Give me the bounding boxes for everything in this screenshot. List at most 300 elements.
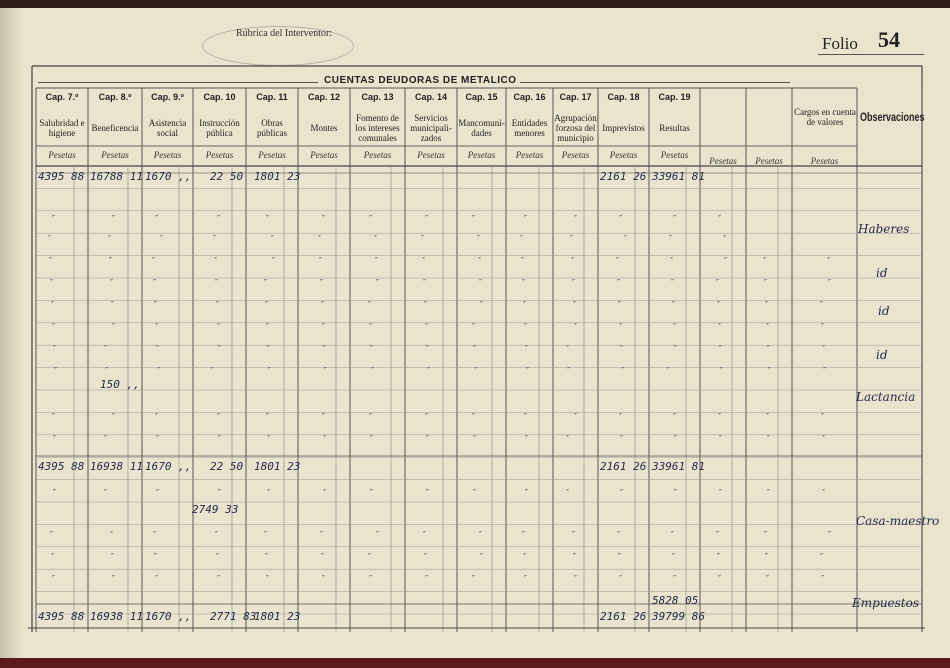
column-cap: Cap. 7.º <box>45 92 79 102</box>
ditto-mark: ″ <box>105 366 108 375</box>
column-description: Instrucción pública <box>199 117 240 138</box>
ditto-mark: ″ <box>217 322 220 331</box>
row1-amount: 1801 23 <box>254 170 301 183</box>
subtotal-amount: 2161 26 <box>600 460 647 473</box>
ditto-mark: ″ <box>323 344 326 353</box>
ditto-mark: ″ <box>422 256 425 265</box>
ditto-mark: ″ <box>421 234 424 243</box>
ditto-mark: ″ <box>426 344 429 353</box>
ditto-mark: ″ <box>426 434 429 443</box>
ditto-mark: ″ <box>369 574 372 583</box>
ditto-mark: ″ <box>673 574 676 583</box>
column-cap: Cap. 11 <box>256 92 288 102</box>
ditto-mark: ″ <box>272 256 275 265</box>
ditto-mark: ″ <box>156 344 159 353</box>
column-description: Imprevistos <box>602 122 645 133</box>
ditto-mark: ″ <box>155 214 158 223</box>
column-unit: Pesetas <box>310 150 338 160</box>
ditto-mark: ″ <box>573 552 576 561</box>
ditto-mark: ″ <box>718 214 721 223</box>
ditto-mark: ″ <box>104 434 107 443</box>
observacion-note: id <box>876 348 888 362</box>
ditto-mark: ″ <box>524 574 527 583</box>
table-title: CUENTAS DEUDORAS DE METALICO <box>324 75 517 86</box>
ditto-mark: ″ <box>821 412 824 421</box>
ditto-mark: ″ <box>318 234 321 243</box>
ditto-mark: ″ <box>266 322 269 331</box>
column-cap: Cap. 15 <box>465 92 498 102</box>
title-rule-right <box>520 82 790 83</box>
ditto-mark: ″ <box>375 256 378 265</box>
ditto-mark: ″ <box>322 322 325 331</box>
ditto-mark: ″ <box>153 278 156 287</box>
ditto-mark: ″ <box>620 344 623 353</box>
ditto-mark: ″ <box>521 256 524 265</box>
ditto-mark: ″ <box>766 412 769 421</box>
column-description: Agrupación forzosa del municipio <box>554 112 597 143</box>
ditto-mark: ″ <box>673 322 676 331</box>
ditto-mark: ″ <box>53 434 56 443</box>
ditto-mark: ″ <box>371 366 374 375</box>
ditto-mark: ″ <box>264 278 267 287</box>
ditto-mark: ″ <box>616 256 619 265</box>
ditto-mark: ″ <box>217 574 220 583</box>
ditto-mark: ″ <box>524 214 527 223</box>
ditto-mark: ″ <box>52 214 55 223</box>
ditto-mark: ″ <box>566 344 569 353</box>
ditto-mark: ″ <box>51 552 54 561</box>
ditto-mark: ″ <box>157 366 160 375</box>
ditto-mark: ″ <box>155 574 158 583</box>
ditto-mark: ″ <box>523 552 526 561</box>
ditto-mark: ″ <box>52 412 55 421</box>
ditto-mark: ″ <box>822 488 825 497</box>
ditto-mark: ″ <box>324 366 327 375</box>
ditto-mark: ″ <box>218 434 221 443</box>
ditto-mark: ″ <box>674 488 677 497</box>
total-amount: 2161 26 <box>600 610 647 623</box>
ditto-mark: ″ <box>217 412 220 421</box>
column-description: Resultas <box>659 122 690 133</box>
ditto-mark: ″ <box>480 300 483 309</box>
ditto-mark: ″ <box>718 574 721 583</box>
ditto-mark: ″ <box>724 256 727 265</box>
beneficencia-amount: 150 ,, <box>100 378 140 391</box>
ditto-mark: ″ <box>617 278 620 287</box>
column-unit: Pesetas <box>515 150 544 160</box>
ditto-mark: ″ <box>574 574 577 583</box>
ditto-mark: ″ <box>108 234 111 243</box>
resultas-amount: 5828 05 <box>652 594 699 607</box>
ditto-mark: ″ <box>617 530 620 539</box>
ditto-mark: ″ <box>766 322 769 331</box>
observacion-note: Lactancia <box>856 390 916 404</box>
ditto-mark: ″ <box>719 488 722 497</box>
ditto-mark: ″ <box>723 234 726 243</box>
ditto-mark: ″ <box>425 412 428 421</box>
ditto-mark: ″ <box>571 256 574 265</box>
ditto-mark: ″ <box>111 552 114 561</box>
ditto-mark: ″ <box>265 300 268 309</box>
ditto-mark: ″ <box>619 322 622 331</box>
ditto-mark: ″ <box>574 214 577 223</box>
ditto-mark: ″ <box>369 322 372 331</box>
column-cap: Cap. 9.º <box>151 92 184 102</box>
ditto-mark: ″ <box>674 344 677 353</box>
column-description: Obras públicas <box>257 117 287 138</box>
ditto-mark: ″ <box>321 552 324 561</box>
ditto-mark: ″ <box>520 234 523 243</box>
ditto-mark: ″ <box>472 322 475 331</box>
total-amount: 16938 11 <box>90 610 143 623</box>
column-description: Montes <box>310 122 338 133</box>
column-unit: Pesetas <box>153 150 182 160</box>
ditto-mark: ″ <box>827 256 830 265</box>
ditto-mark: ″ <box>765 300 768 309</box>
ditto-mark: ″ <box>112 574 115 583</box>
ditto-mark: ″ <box>480 552 483 561</box>
column-unit: Pesetas <box>755 156 783 166</box>
ditto-mark: ″ <box>718 322 721 331</box>
ditto-mark: ″ <box>370 488 373 497</box>
column-description: Servicios municipali-zados <box>410 112 452 143</box>
ditto-mark: ″ <box>267 344 270 353</box>
ditto-mark: ″ <box>618 552 621 561</box>
ditto-mark: ″ <box>764 278 767 287</box>
ditto-mark: ″ <box>322 574 325 583</box>
ditto-mark: ″ <box>820 552 823 561</box>
ditto-mark: ″ <box>271 234 274 243</box>
total-amount: 1670 ,, <box>145 610 192 623</box>
ditto-mark: ″ <box>673 214 676 223</box>
ditto-mark: ″ <box>619 214 622 223</box>
ditto-mark: ″ <box>523 300 526 309</box>
ditto-mark: ″ <box>473 488 476 497</box>
ditto-mark: ″ <box>477 234 480 243</box>
column-unit: Pesetas <box>48 150 76 160</box>
column-unit: Pesetas <box>205 150 234 160</box>
ditto-mark: ″ <box>479 278 482 287</box>
column-cap: Cap. 13 <box>361 92 394 102</box>
ditto-mark: ″ <box>767 344 770 353</box>
ditto-mark: ″ <box>154 300 157 309</box>
ditto-mark: ″ <box>213 234 216 243</box>
ditto-mark: ″ <box>216 300 219 309</box>
ditto-mark: ″ <box>50 278 53 287</box>
ditto-mark: ″ <box>267 434 270 443</box>
ditto-mark: ″ <box>321 300 324 309</box>
ditto-mark: ″ <box>570 234 573 243</box>
ditto-mark: ″ <box>53 344 56 353</box>
ditto-mark: ″ <box>620 434 623 443</box>
column-unit: Pesetas <box>101 150 129 160</box>
observacion-note: Casa-maestro <box>856 514 940 528</box>
ditto-mark: ″ <box>322 412 325 421</box>
ditto-mark: ″ <box>618 300 621 309</box>
column-cap: Cap. 17 <box>559 92 592 102</box>
ditto-mark: ″ <box>266 412 269 421</box>
ditto-mark: ″ <box>154 552 157 561</box>
column-unit: Pesetas <box>467 150 496 160</box>
ditto-mark: ″ <box>49 256 52 265</box>
ditto-mark: ″ <box>822 344 825 353</box>
ditto-mark: ″ <box>218 488 221 497</box>
cargos-header: Cargos en cuenta de valores <box>794 107 856 127</box>
column-cap: Cap. 14 <box>414 92 447 102</box>
ditto-mark: ″ <box>104 488 107 497</box>
ditto-mark: ″ <box>823 366 826 375</box>
ditto-mark: ″ <box>155 322 158 331</box>
ditto-mark: ″ <box>525 434 528 443</box>
ditto-mark: ″ <box>666 366 669 375</box>
ditto-mark: ″ <box>566 488 569 497</box>
column-cap: Cap. 18 <box>607 92 640 102</box>
ditto-mark: ″ <box>217 214 220 223</box>
column-description: Entidades menores <box>511 117 548 138</box>
column-description: Asistencia social <box>148 117 187 138</box>
ditto-mark: ″ <box>319 256 322 265</box>
ditto-mark: ″ <box>156 488 159 497</box>
column-description: Salubridad e higiene <box>39 117 85 138</box>
ditto-mark: ″ <box>112 412 115 421</box>
ditto-mark: ″ <box>215 530 218 539</box>
ditto-mark: ″ <box>478 256 481 265</box>
ditto-mark: ″ <box>104 344 107 353</box>
ditto-mark: ″ <box>717 300 720 309</box>
total-amount: 2771 83 <box>210 610 257 623</box>
column-cap: Cap. 19 <box>658 92 691 102</box>
ditto-mark: ″ <box>624 234 627 243</box>
ditto-mark: ″ <box>110 278 113 287</box>
ditto-mark: ″ <box>425 322 428 331</box>
ditto-mark: ″ <box>368 552 371 561</box>
ditto-mark: ″ <box>267 488 270 497</box>
ditto-mark: ″ <box>472 214 475 223</box>
column-unit: Pesetas <box>810 156 839 166</box>
ditto-mark: ″ <box>673 412 676 421</box>
ditto-mark: ″ <box>619 574 622 583</box>
ditto-mark: ″ <box>215 278 218 287</box>
ditto-mark: ″ <box>268 366 271 375</box>
ditto-mark: ″ <box>674 434 677 443</box>
ditto-mark: ″ <box>474 366 477 375</box>
ditto-mark: ″ <box>473 344 476 353</box>
ditto-mark: ″ <box>155 412 158 421</box>
ditto-mark: ″ <box>670 256 673 265</box>
ditto-mark: ″ <box>109 256 112 265</box>
ditto-mark: ″ <box>52 322 55 331</box>
ditto-mark: ″ <box>111 300 114 309</box>
ditto-mark: ″ <box>766 574 769 583</box>
subtotal-amount: 4395 88 <box>38 460 85 473</box>
observaciones-header: Observaciones <box>860 110 925 124</box>
ditto-mark: ″ <box>424 552 427 561</box>
ditto-mark: ″ <box>210 366 213 375</box>
ditto-mark: ″ <box>820 300 823 309</box>
column-unit: Pesetas <box>258 150 286 160</box>
ditto-mark: ″ <box>522 278 525 287</box>
ditto-mark: ″ <box>821 574 824 583</box>
ditto-mark: ″ <box>719 344 722 353</box>
observacion-note: id <box>878 304 890 318</box>
column-unit: Pesetas <box>561 150 590 160</box>
ditto-mark: ″ <box>369 214 372 223</box>
ditto-mark: ″ <box>54 366 57 375</box>
subtotal-amount: 1801 23 <box>254 460 301 473</box>
ditto-mark: ″ <box>671 278 674 287</box>
ditto-mark: ″ <box>764 530 767 539</box>
column-unit: Pesetas <box>609 150 638 160</box>
ditto-mark: ″ <box>718 412 721 421</box>
ditto-mark: ″ <box>112 214 115 223</box>
column-cap: Cap. 16 <box>513 92 546 102</box>
ditto-mark: ″ <box>425 574 428 583</box>
ditto-mark: ″ <box>763 256 766 265</box>
ditto-mark: ″ <box>216 552 219 561</box>
ditto-mark: ″ <box>214 256 217 265</box>
ditto-mark: ″ <box>574 412 577 421</box>
ditto-mark: ″ <box>376 530 379 539</box>
ditto-mark: ″ <box>370 434 373 443</box>
row1-amount: 16788 11 <box>90 170 143 183</box>
ditto-mark: ″ <box>425 214 428 223</box>
column-description: Mancomuni-dades <box>458 117 505 138</box>
ditto-mark: ″ <box>152 256 155 265</box>
ditto-mark: ″ <box>370 344 373 353</box>
ditto-mark: ″ <box>473 434 476 443</box>
ditto-mark: ″ <box>620 488 623 497</box>
ditto-mark: ″ <box>767 488 770 497</box>
ditto-mark: ″ <box>110 530 113 539</box>
ditto-mark: ″ <box>672 552 675 561</box>
ditto-mark: ″ <box>112 322 115 331</box>
observacion-note: Haberes <box>858 222 910 236</box>
ditto-mark: ″ <box>423 530 426 539</box>
column-unit: Pesetas <box>417 150 445 160</box>
ditto-mark: ″ <box>526 366 529 375</box>
ditto-mark: ″ <box>156 434 159 443</box>
column-cap: Cap. 12 <box>307 92 340 102</box>
ditto-mark: ″ <box>153 530 156 539</box>
observacion-note: Empuestos <box>852 596 920 610</box>
ditto-mark: ″ <box>574 322 577 331</box>
row1-amount: 4395 88 <box>38 170 85 183</box>
ditto-mark: ″ <box>524 322 527 331</box>
ditto-mark: ″ <box>266 214 269 223</box>
ditto-mark: ″ <box>479 530 482 539</box>
ditto-mark: ″ <box>525 344 528 353</box>
ditto-mark: ″ <box>716 530 719 539</box>
instruccion-amount: 2749 33 <box>192 503 239 516</box>
ditto-mark: ″ <box>573 300 576 309</box>
ditto-mark: ″ <box>717 552 720 561</box>
ditto-mark: ″ <box>672 300 675 309</box>
ditto-mark: ″ <box>720 366 723 375</box>
subtotal-amount: 1670 ,, <box>145 460 192 473</box>
ditto-mark: ″ <box>423 278 426 287</box>
ditto-mark: ″ <box>50 530 53 539</box>
ditto-mark: ″ <box>160 234 163 243</box>
column-description: Beneficencia <box>91 122 139 133</box>
ditto-mark: ″ <box>821 322 824 331</box>
ditto-mark: ″ <box>765 552 768 561</box>
row1-amount: 1670 ,, <box>145 170 192 183</box>
ditto-mark: ″ <box>265 552 268 561</box>
column-unit: Pesetas <box>363 150 392 160</box>
ditto-mark: ″ <box>368 300 371 309</box>
total-amount: 1801 23 <box>254 610 301 623</box>
ditto-mark: ″ <box>522 530 525 539</box>
ditto-mark: ″ <box>52 574 55 583</box>
row1-amount: 2161 26 <box>600 170 647 183</box>
row1-amount: 33961 81 <box>652 170 705 183</box>
ditto-mark: ″ <box>525 488 528 497</box>
ditto-mark: ″ <box>218 344 221 353</box>
ditto-mark: ″ <box>323 488 326 497</box>
column-unit: Pesetas <box>709 156 737 166</box>
ditto-mark: ″ <box>472 412 475 421</box>
ditto-mark: ″ <box>828 278 831 287</box>
ditto-mark: ″ <box>369 412 372 421</box>
ditto-mark: ″ <box>768 366 771 375</box>
ditto-mark: ″ <box>716 278 719 287</box>
ditto-mark: ″ <box>524 412 527 421</box>
folio-label: Folio <box>822 34 858 53</box>
total-amount: 39799 86 <box>652 610 705 623</box>
ditto-mark: ″ <box>619 412 622 421</box>
total-amount: 4395 88 <box>38 610 85 623</box>
ditto-mark: ″ <box>472 574 475 583</box>
ditto-mark: ″ <box>572 530 575 539</box>
ditto-mark: ″ <box>572 278 575 287</box>
subtotal-amount: 16938 11 <box>90 460 143 473</box>
ditto-mark: ″ <box>671 530 674 539</box>
ditto-mark: ″ <box>322 214 325 223</box>
ditto-mark: ″ <box>374 234 377 243</box>
ditto-mark: ″ <box>424 300 427 309</box>
title-rule-left <box>38 82 318 83</box>
folio-number: 54 <box>878 27 900 52</box>
column-unit: Pesetas <box>660 150 689 160</box>
ditto-mark: ″ <box>427 366 430 375</box>
subtotal-amount: 33961 81 <box>652 460 705 473</box>
ditto-mark: ″ <box>264 530 267 539</box>
ditto-mark: ″ <box>567 366 570 375</box>
ditto-mark: ″ <box>48 234 51 243</box>
ditto-mark: ″ <box>719 434 722 443</box>
ditto-mark: ″ <box>53 488 56 497</box>
column-cap: Cap. 10 <box>203 92 236 102</box>
ditto-mark: ″ <box>566 434 569 443</box>
ditto-mark: ″ <box>822 434 825 443</box>
ditto-mark: ″ <box>669 234 672 243</box>
subtotal-amount: 22 50 <box>210 460 244 473</box>
row1-amount: 22 50 <box>210 170 244 183</box>
ditto-mark: ″ <box>621 366 624 375</box>
observacion-note: id <box>876 266 888 280</box>
rubrica-label: Rúbrica del Interventor: <box>236 28 333 39</box>
ditto-mark: ″ <box>320 278 323 287</box>
ditto-mark: ″ <box>426 488 429 497</box>
ditto-mark: ″ <box>376 278 379 287</box>
ditto-mark: ″ <box>320 530 323 539</box>
ditto-mark: ″ <box>323 434 326 443</box>
column-description: Fomento de los intereses comunales <box>355 112 400 143</box>
ditto-mark: ″ <box>828 530 831 539</box>
ditto-mark: ″ <box>767 434 770 443</box>
ditto-mark: ″ <box>51 300 54 309</box>
column-cap: Cap. 8.º <box>98 92 132 102</box>
